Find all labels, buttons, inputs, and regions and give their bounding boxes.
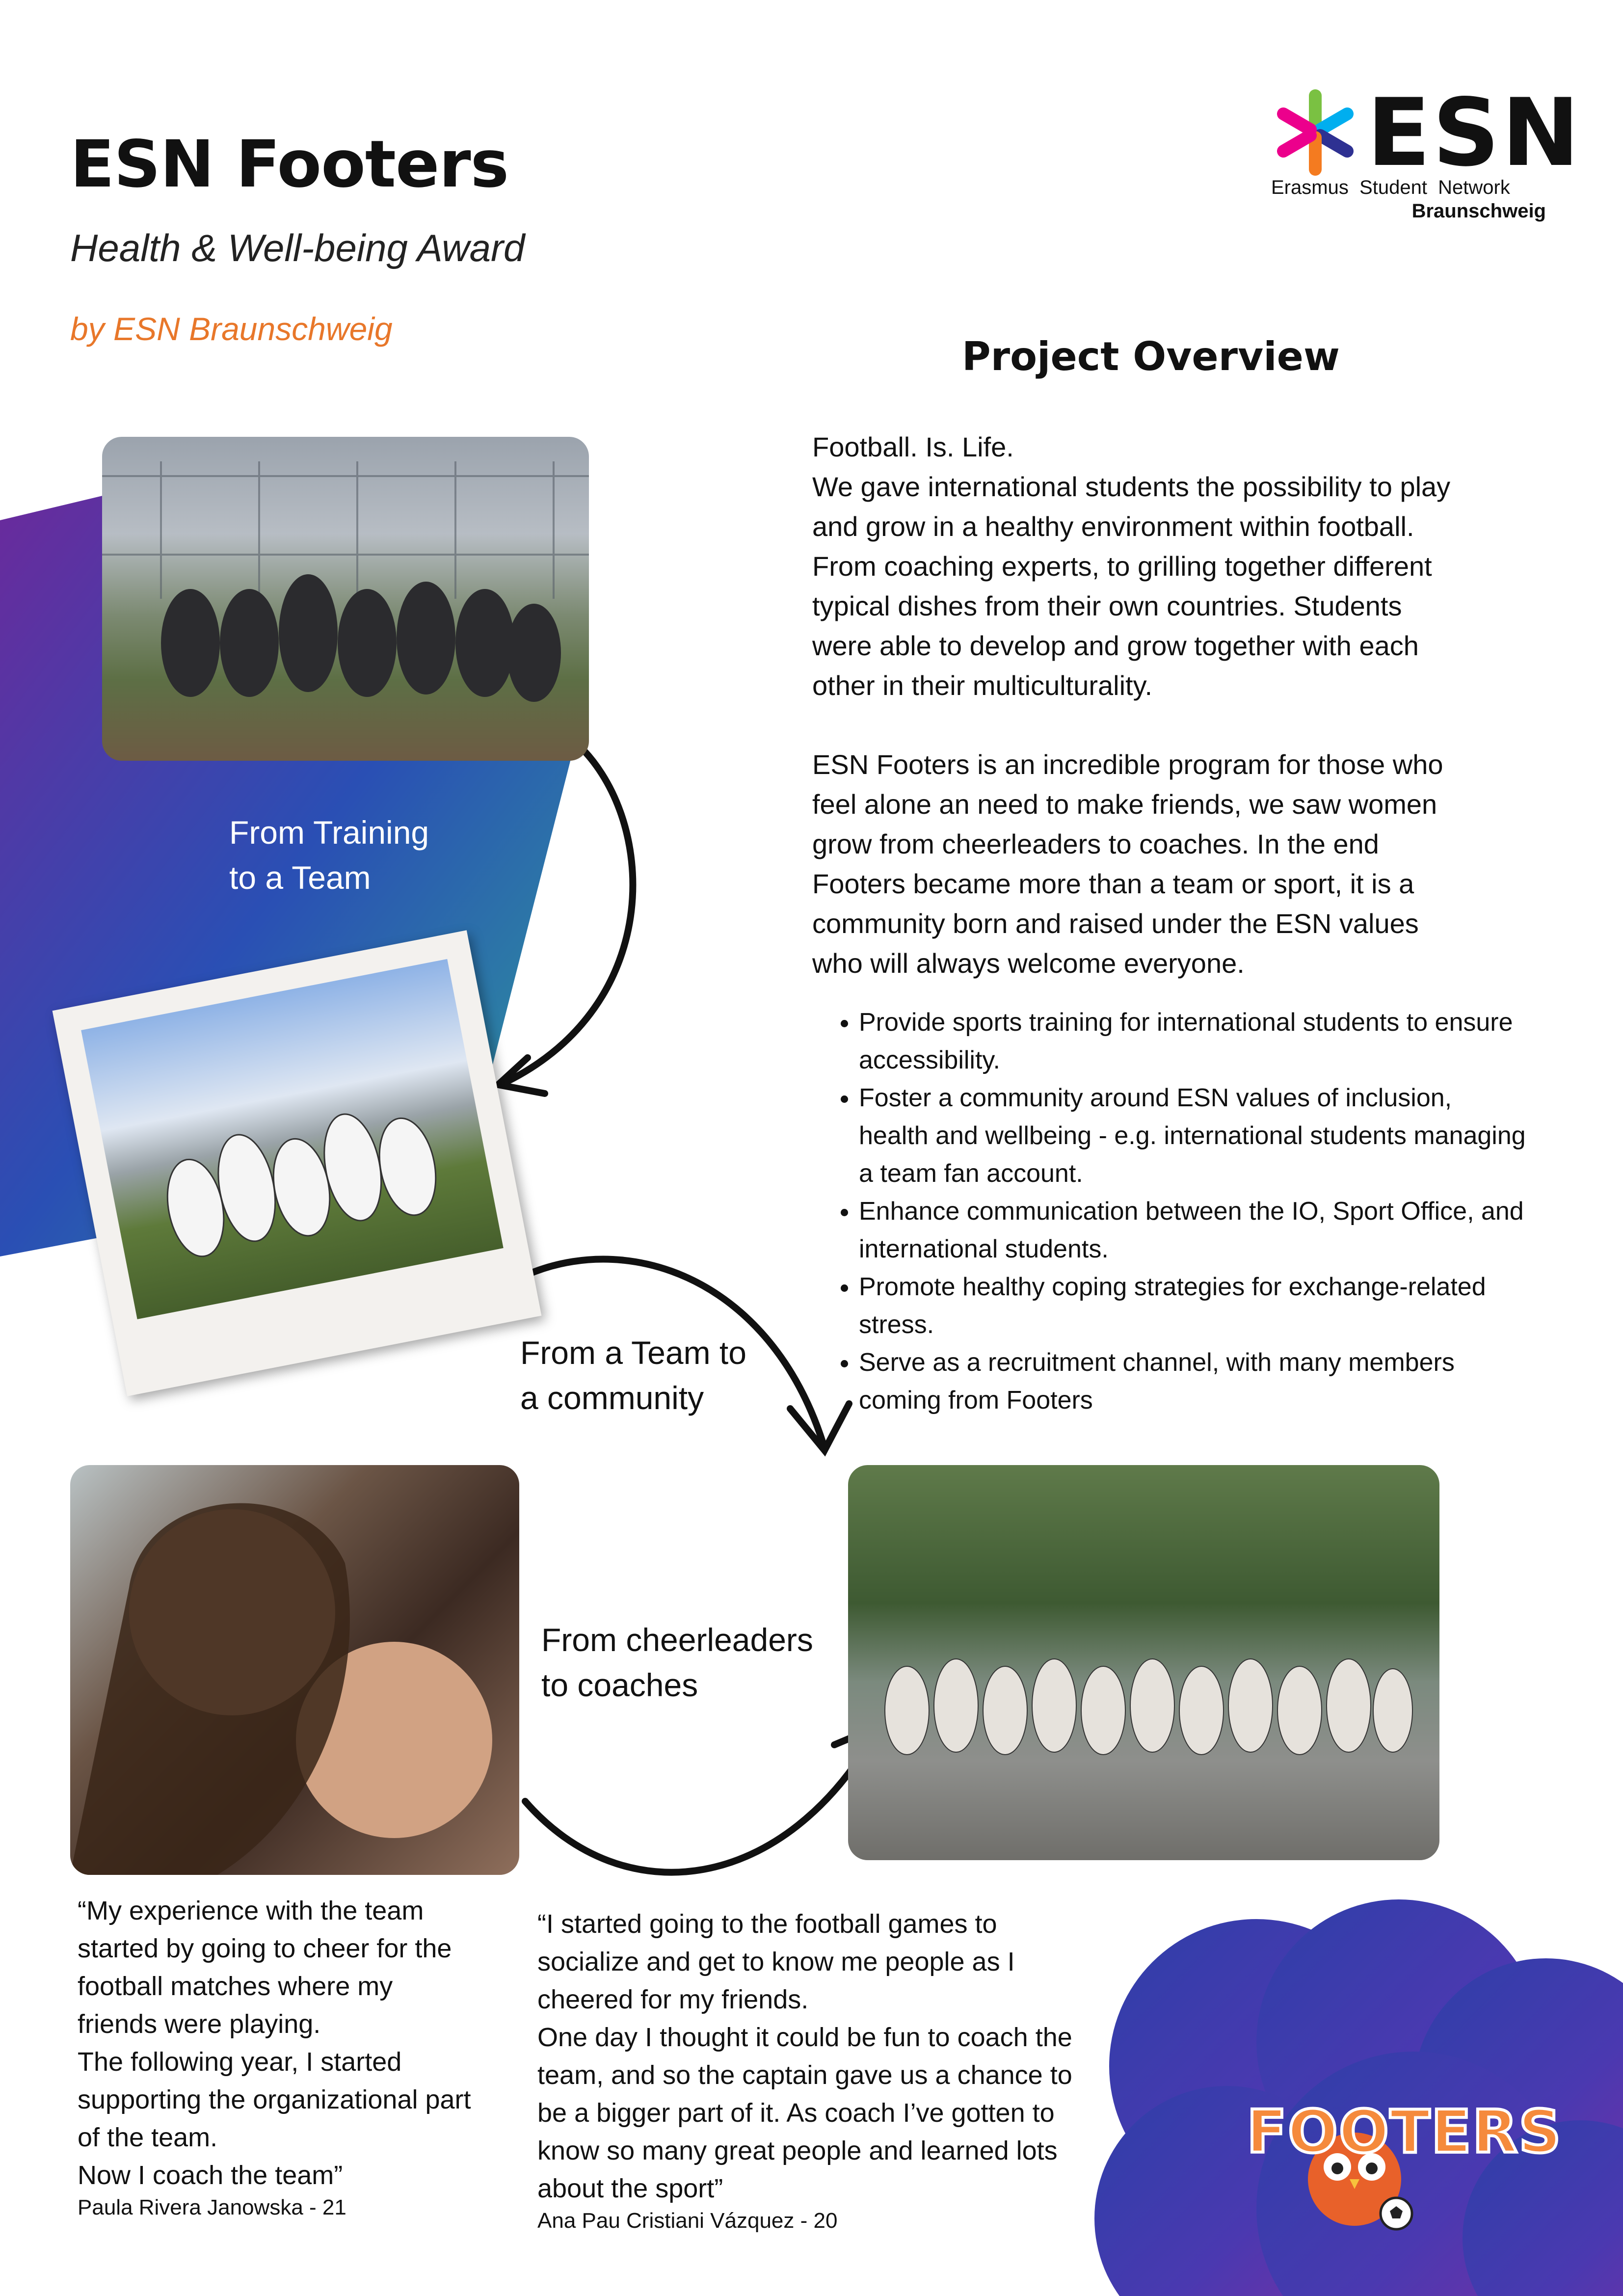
team-jersey-photo [81, 959, 504, 1319]
arrow-cheerleaders-to-coaches [525, 1728, 878, 1872]
footers-wordmark: FOOTERS [1247, 2098, 1562, 2166]
page-title: ESN Footers [70, 127, 509, 202]
community-group-photo [848, 1465, 1439, 1860]
goal-item: • Enhance communication between the IO, Sport Office, and international students. [859, 1193, 1526, 1268]
goal-item: • Foster a community around ESN values of inclusion, health and wellbeing - e.g. international students managing a team fan account. [859, 1079, 1526, 1193]
team-polaroid [53, 930, 542, 1396]
overview-text [812, 427, 1499, 983]
caption-training: From Training to a Team [229, 814, 429, 896]
goal-item: • Promote healthy coping strategies for exchange-related stress. [859, 1268, 1526, 1344]
goals-list [834, 1004, 1526, 1419]
quote-ana-author: Ana Pau Cristiani Vázquez - 20 [537, 2209, 838, 2233]
overview-paragraph-2: ESN Footers is an incredible program for those who feel alone an need to make friends, we saw women grow from cheerleaders to coaches. In the end Footers became more than a team or sport, it is a community born and raised under the ESN values who will always welcome everyone. [812, 749, 1443, 979]
esn-star-icon [1271, 88, 1359, 177]
quote-ana: “I started going to the football games to socialize and get to know me people as I cheered for my friends. One day I thought it could be fun to coach the team, and so the captain gave us a chance to be a bigger part of it. As coach I’ve gotten to know so many great people and learned lots about the sport” [537, 1909, 1072, 2203]
esn-network-name: Erasmus Student Network [1271, 177, 1510, 198]
team-training-photo [102, 437, 589, 761]
award-subtitle: Health & Well-being Award [70, 226, 525, 269]
caption-community: From a Team to a community [520, 1335, 746, 1416]
overview-paragraph-1: Football. Is. Life. We gave international students the possibility to play and grow in a healthy environment within football. From coaching experts, to grilling together different typical dishes from their own countries. Students were able to develop and grow together with each other in their multiculturality. [812, 431, 1451, 701]
cheerleaders-selfie-photo [70, 1465, 519, 1875]
goal-item: • Provide sports training for international students to ensure accessibility. [859, 1004, 1526, 1079]
fence-illustration [102, 437, 589, 761]
byline: by ESN Braunschweig [70, 311, 393, 347]
caption-coaches: From cheerleaders to coaches [541, 1622, 813, 1703]
quote-paula: “My experience with the team started by going to cheer for the football matches where my friends were playing. The following year, I started supporting the organizational part of the team. Now I coach the team” [78, 1896, 471, 2190]
esn-wordmark: ESN [1367, 79, 1582, 187]
esn-logo [1271, 79, 1582, 226]
esn-section-name: Braunschweig [1411, 200, 1546, 222]
quote-paula-author: Paula Rivera Janowska - 21 [78, 2195, 346, 2219]
overview-heading: Project Overview [962, 334, 1340, 379]
footers-logo [1247, 2086, 1562, 2233]
goal-item: • Serve as a recruitment channel, with many members coming from Footers [859, 1344, 1526, 1419]
